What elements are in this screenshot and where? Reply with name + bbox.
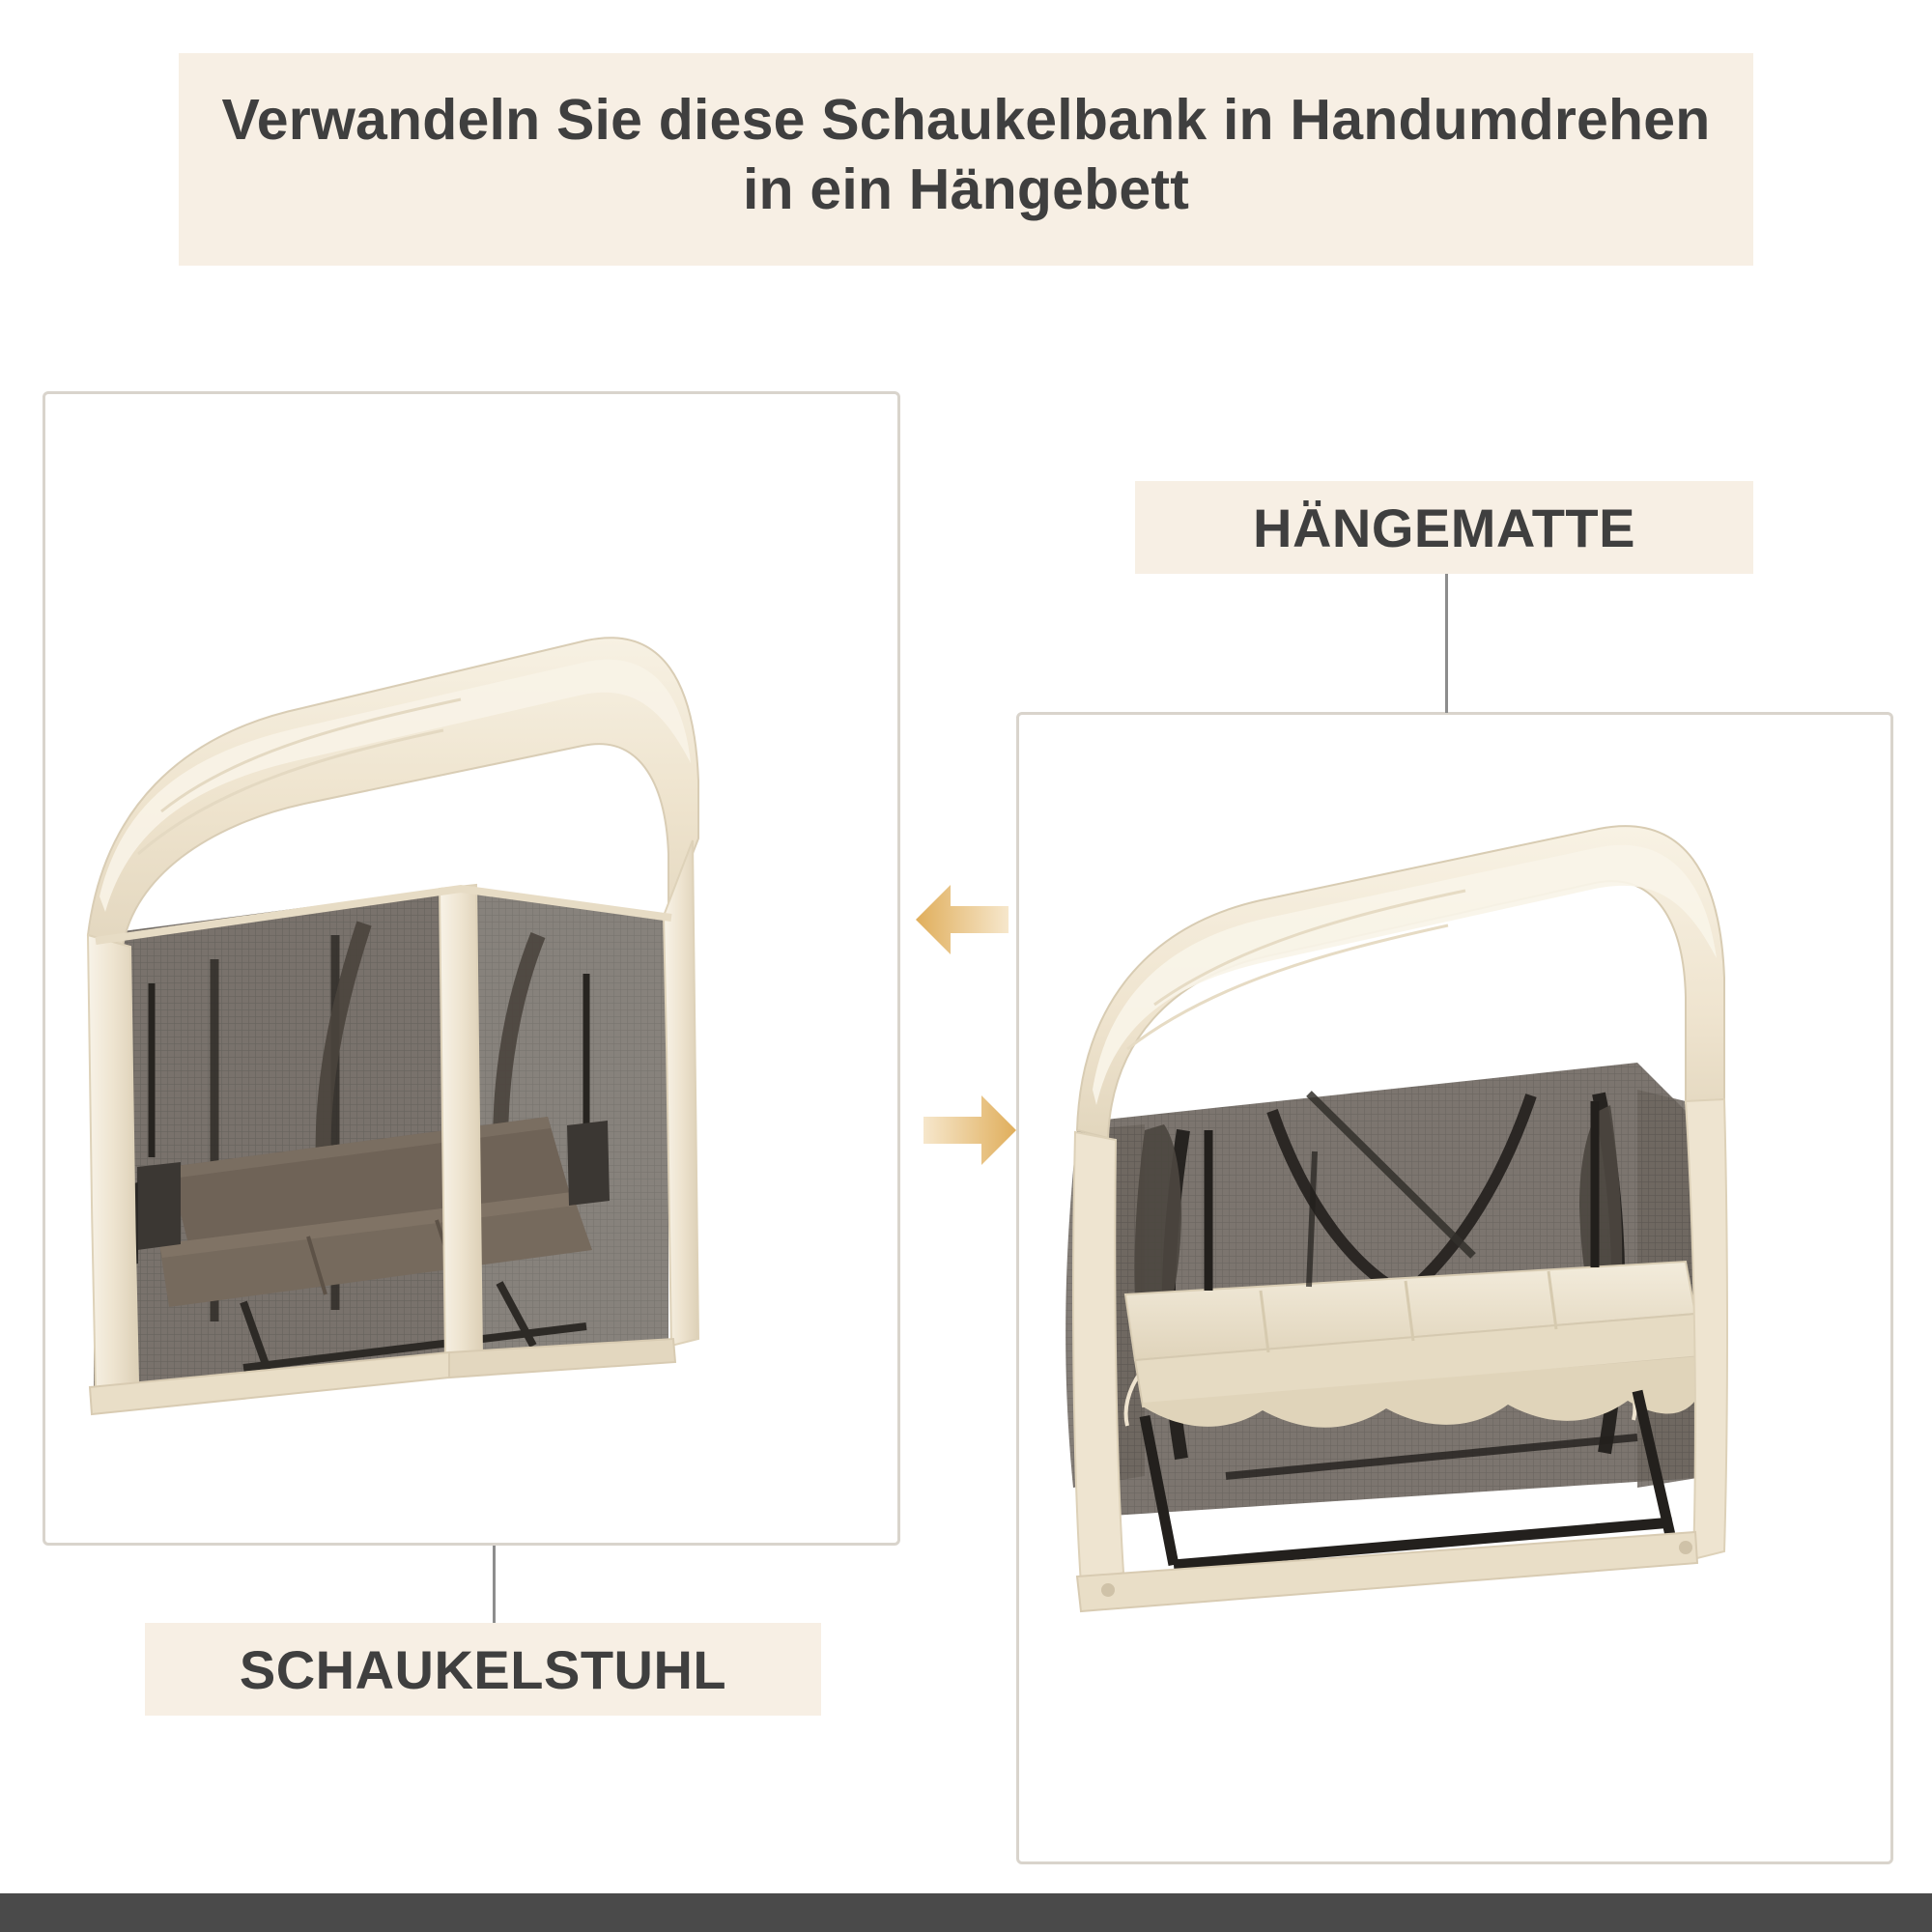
label-swing-chair-text: SCHAUKELSTUHL xyxy=(239,1638,727,1700)
headline-banner xyxy=(179,53,1753,266)
panel-swing-chair xyxy=(43,391,900,1546)
hammock-bed-illustration xyxy=(1019,715,1890,1861)
label-swing-chair xyxy=(145,1623,821,1716)
headline-text: Verwandeln Sie diese Schaukelbank in Handumdrehen in ein Hängebett xyxy=(221,88,1711,221)
arrow-left-icon xyxy=(916,885,1009,954)
connector-swing-chair xyxy=(493,1546,496,1623)
panel-hammock-bed xyxy=(1016,712,1893,1864)
label-hammock xyxy=(1135,481,1753,574)
bottom-bar xyxy=(0,1893,1932,1932)
swing-chair-illustration xyxy=(45,394,897,1543)
transform-arrows xyxy=(908,850,1024,1256)
connector-hammock xyxy=(1445,574,1448,713)
arrow-right-icon xyxy=(923,1095,1016,1165)
label-hammock-text: HÄNGEMATTE xyxy=(1253,497,1635,558)
